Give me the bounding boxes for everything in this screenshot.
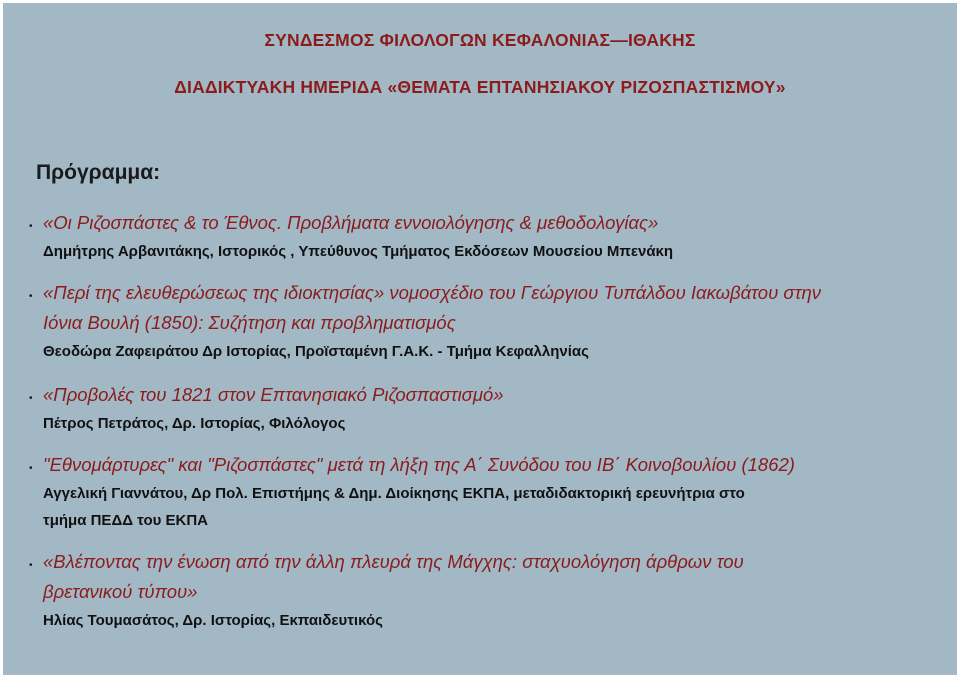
talk-title-line: βρετανικού τύπου» [43, 581, 198, 602]
program-item [29, 450, 943, 534]
speaker-info [43, 238, 943, 265]
talk-title-line: «Προβολές του 1821 στον Επτανησιακό Ριζοσπαστισμό» [43, 384, 504, 405]
talk-title-line: «Βλέποντας την ένωση από την άλλη πλευρά της Μάγχης: σταχυολόγηση άρθρων του [43, 551, 744, 572]
bullet-icon: • [29, 393, 33, 404]
program-item [29, 380, 943, 437]
program-item [29, 208, 943, 265]
speaker-line: Θεοδώρα Ζαφειράτου Δρ Ιστορίας, Προϊσταμένη Γ.Α.Κ. - Τμήμα Κεφαλληνίας [43, 343, 589, 360]
association-title: ΣΥΝΔΕΣΜΟΣ ΦΙΛΟΛΟΓΩΝ ΚΕΦΑΛΟΝΙΑΣ—ΙΘΑΚΗΣ [264, 30, 696, 50]
talk-title [43, 450, 943, 480]
program-item [29, 278, 943, 365]
speaker-line: τμήμα ΠΕΔΔ του ΕΚΠΑ [43, 512, 209, 529]
speaker-info [43, 480, 943, 534]
speaker-line: Δημήτρης Αρβανιτάκης, Ιστορικός , Υπεύθυνος Τμήματος Εκδόσεων Μουσείου Μπενάκη [43, 243, 674, 260]
program-heading: Πρόγραμμα: [36, 161, 161, 184]
bullet-icon: • [29, 291, 33, 302]
speaker-info [43, 607, 943, 634]
talk-title-line: «Περί της ελευθερώσεως της ιδιοκτησίας» νομοσχέδιο του Γεώργιου Τυπάλδου Ιακωβάτου στην [43, 282, 822, 303]
talk-title [43, 380, 943, 410]
event-title: ΔΙΑΔΙΚΤΥΑΚΗ ΗΜΕΡΙΔΑ «ΘΕΜΑΤΑ ΕΠΤΑΝΗΣΙΑΚΟΥ ΡΙΖΟΣΠΑΣΤΙΣΜΟΥ» [174, 77, 786, 97]
talk-title [43, 278, 943, 338]
speaker-line: Αγγελική Γιαννάτου, Δρ Πολ. Επιστήμης & Δημ. Διοίκησης ΕΚΠΑ, μεταδιδακτορική ερευνήτρια στο [43, 485, 745, 502]
speaker-line: Ηλίας Τουμασάτος, Δρ. Ιστορίας, Εκπαιδευτικός [43, 612, 383, 629]
talk-title-line: «Οι Ριζοσπάστες & το Έθνος. Προβλήματα εννοιολόγησης & μεθοδολογίας» [43, 212, 659, 233]
talk-title [43, 208, 943, 238]
document-panel [11, 11, 949, 675]
talk-title [43, 547, 943, 607]
talk-title-line: "Εθνομάρτυρες" και "Ριζοσπάστες" μετά τη λήξη της Α΄ Συνόδου του ΙΒ΄ Κοινοβουλίου (1862) [43, 454, 795, 475]
speaker-info [43, 410, 943, 437]
bullet-icon: • [29, 560, 33, 571]
speaker-line: Πέτρος Πετράτος, Δρ. Ιστορίας, Φιλόλογος [43, 415, 346, 432]
talk-title-line: Ιόνια Βουλή (1850): Συζήτηση και προβληματισμός [43, 312, 456, 333]
speaker-info [43, 338, 943, 365]
bullet-icon: • [29, 463, 33, 474]
program-item [29, 547, 943, 634]
bullet-icon: • [29, 221, 33, 232]
